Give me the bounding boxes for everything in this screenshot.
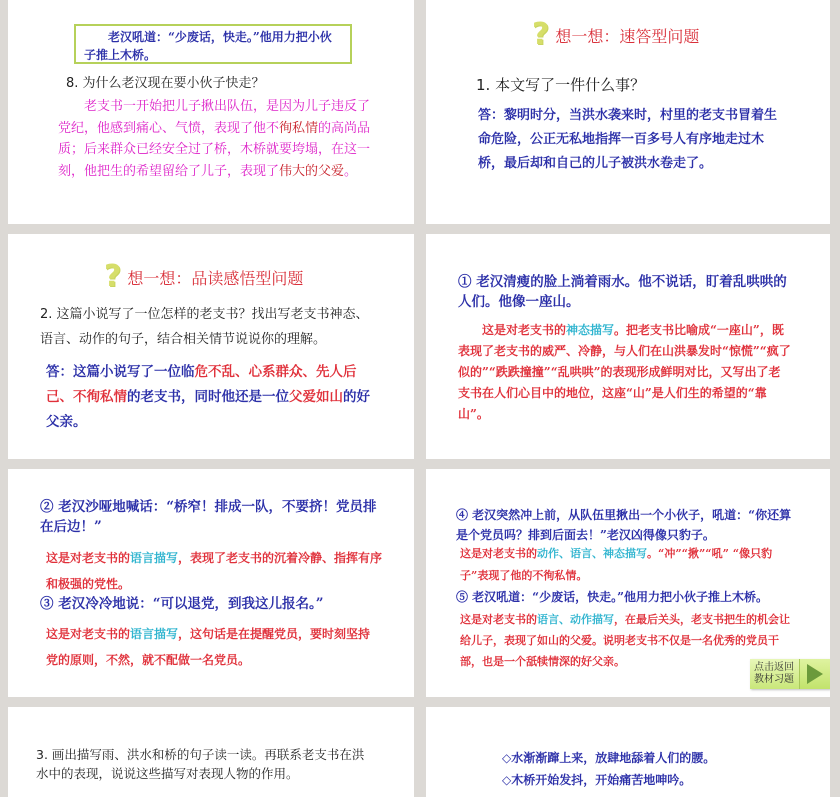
slide-quick-answer (426, 0, 830, 224)
slide-q3-description (8, 707, 414, 797)
quote-text: ④ 老汉突然冲上前，从队伍里揪出一个小伙子，吼道：“你还算是个党员吗？排到后面去！”老汉凶得像只豹子。 (456, 508, 792, 542)
answer-text: 老支书一开始把儿子揪出队伍，是因为儿子违反了党纪，他感到痛心、气愤，表现了他不徇私情的高尚品质；后来群众已经安全过了桥，木桥就要垮塌，在这一刻，他把生的希望留给了儿子，表现了伟大的父爱。 (58, 99, 371, 179)
highlight: 徇私情 (279, 120, 319, 136)
slide-expression-analysis (426, 234, 830, 459)
play-arrow-icon (799, 659, 830, 689)
slide-heading: ? 想一想：品读感悟型问题 (104, 259, 304, 294)
quote-text: ② 老汉沙哑地喊话：“桥窄！排成一队，不要挤！党员排在后边！” (40, 499, 377, 535)
analysis-text: 这是对老支书的语言、动作描写，在最后关头，老支书把生的机会让给儿子，表现了如山的父爱。说明老支书不仅是一名优秀的党员干部，也是一个舐犊情深的好父亲。 (460, 613, 790, 668)
highlight: 语言描写 (130, 551, 179, 565)
question-text: 3. 画出描写雨、洪水和桥的句子读一读。再联系老支书在洪水中的表现，说说这些描写对表现人物的作用。 (36, 747, 365, 781)
answer-text: 答：黎明时分，当洪水袭来时，村里的老支书冒着生命危险，公正无私地指挥一百多号人有序地走过木桥，最后却和自己的儿子被洪水卷走了。 (478, 108, 778, 171)
analysis-text: 这是对老支书的语言描写，这句话是在提醒党员，要时刻坚持党的原则，不然，就不配做一名党员。 (46, 627, 371, 667)
question-text: 1. 本文写了一件什么事？ (476, 76, 646, 94)
highlight: 父爱如山 (289, 389, 343, 405)
quote-text: ⑤ 老汉吼道：“少废话，快走。”他用力把小伙子推上木桥。 (456, 590, 768, 604)
quote-text: ① 老汉清瘦的脸上淌着雨水。他不说话，盯着乱哄哄的人们。他像一座山。 (458, 274, 787, 310)
back-button-label: 点击返回教材习题 (750, 659, 799, 689)
question-mark-icon: ? (104, 259, 122, 294)
question-text: 2. 这篇小说写了一位怎样的老支书？找出写老支书神态、语言、动作的句子，结合相关情节说说你的理解。 (40, 307, 369, 347)
back-to-exercises-button[interactable] (750, 659, 830, 689)
slide-language-analysis (8, 469, 414, 697)
answer-text: 答：这篇小说写了一位临危不乱、心系群众、先人后己、不徇私情的老支书，同时他还是一位父爱如山的好父亲。 (46, 364, 370, 430)
analysis-text: 这是对老支书的神态描写。把老支书比喻成“一座山”，既表现了老支书的威严、冷静，与人们在山洪暴发时“惊慌”“疯了似的”“跌跌撞撞”“乱哄哄”的表现形成鲜明对比，又写出了老支书在人们心目中的地位，这座“山”是人们生的希望的“靠山”。 (458, 323, 791, 421)
quote-box: 老汉吼道：“少废话，快走。”他用力把小伙子推上木桥。 (74, 24, 352, 64)
highlight: 危不乱、心系群众、先人后己、不徇私情 (46, 364, 357, 405)
slide-action-analysis (426, 469, 830, 697)
question-text: 8. 为什么老汉现在要小伙子快走？ (66, 76, 265, 91)
analysis-text: 这是对老支书的语言描写，表现了老支书的沉着冷静、指挥有序和极强的党性。 (46, 551, 383, 591)
sentence-item: ◇水渐渐蹿上来，放肆地舔着人们的腰。 (502, 751, 716, 765)
quote-text: ③ 老汉冷冷地说：“可以退党，到我这儿报名。” (40, 596, 324, 612)
highlight: 动作、语言、神态描写 (537, 547, 647, 560)
highlight: 神态描写 (566, 323, 615, 337)
analysis-text: 这是对老支书的动作、语言、神态描写。“冲”“揪”“吼” “像只豹子”表现了他的不徇私情。 (460, 547, 773, 582)
slide-flood-sentences (426, 707, 830, 797)
question-mark-icon: ? (532, 17, 550, 52)
slide-q8-why-hurry (8, 0, 414, 224)
slide-reading-insight (8, 234, 414, 459)
highlight: 伟大的父爱 (279, 163, 345, 179)
slide-heading: ? 想一想：速答型问题 (532, 17, 700, 52)
highlight: 语言描写 (130, 627, 179, 641)
sentence-item: ◇木桥开始发抖，开始痛苦地呻吟。 (502, 773, 692, 787)
highlight: 语言、动作描写 (537, 613, 614, 626)
